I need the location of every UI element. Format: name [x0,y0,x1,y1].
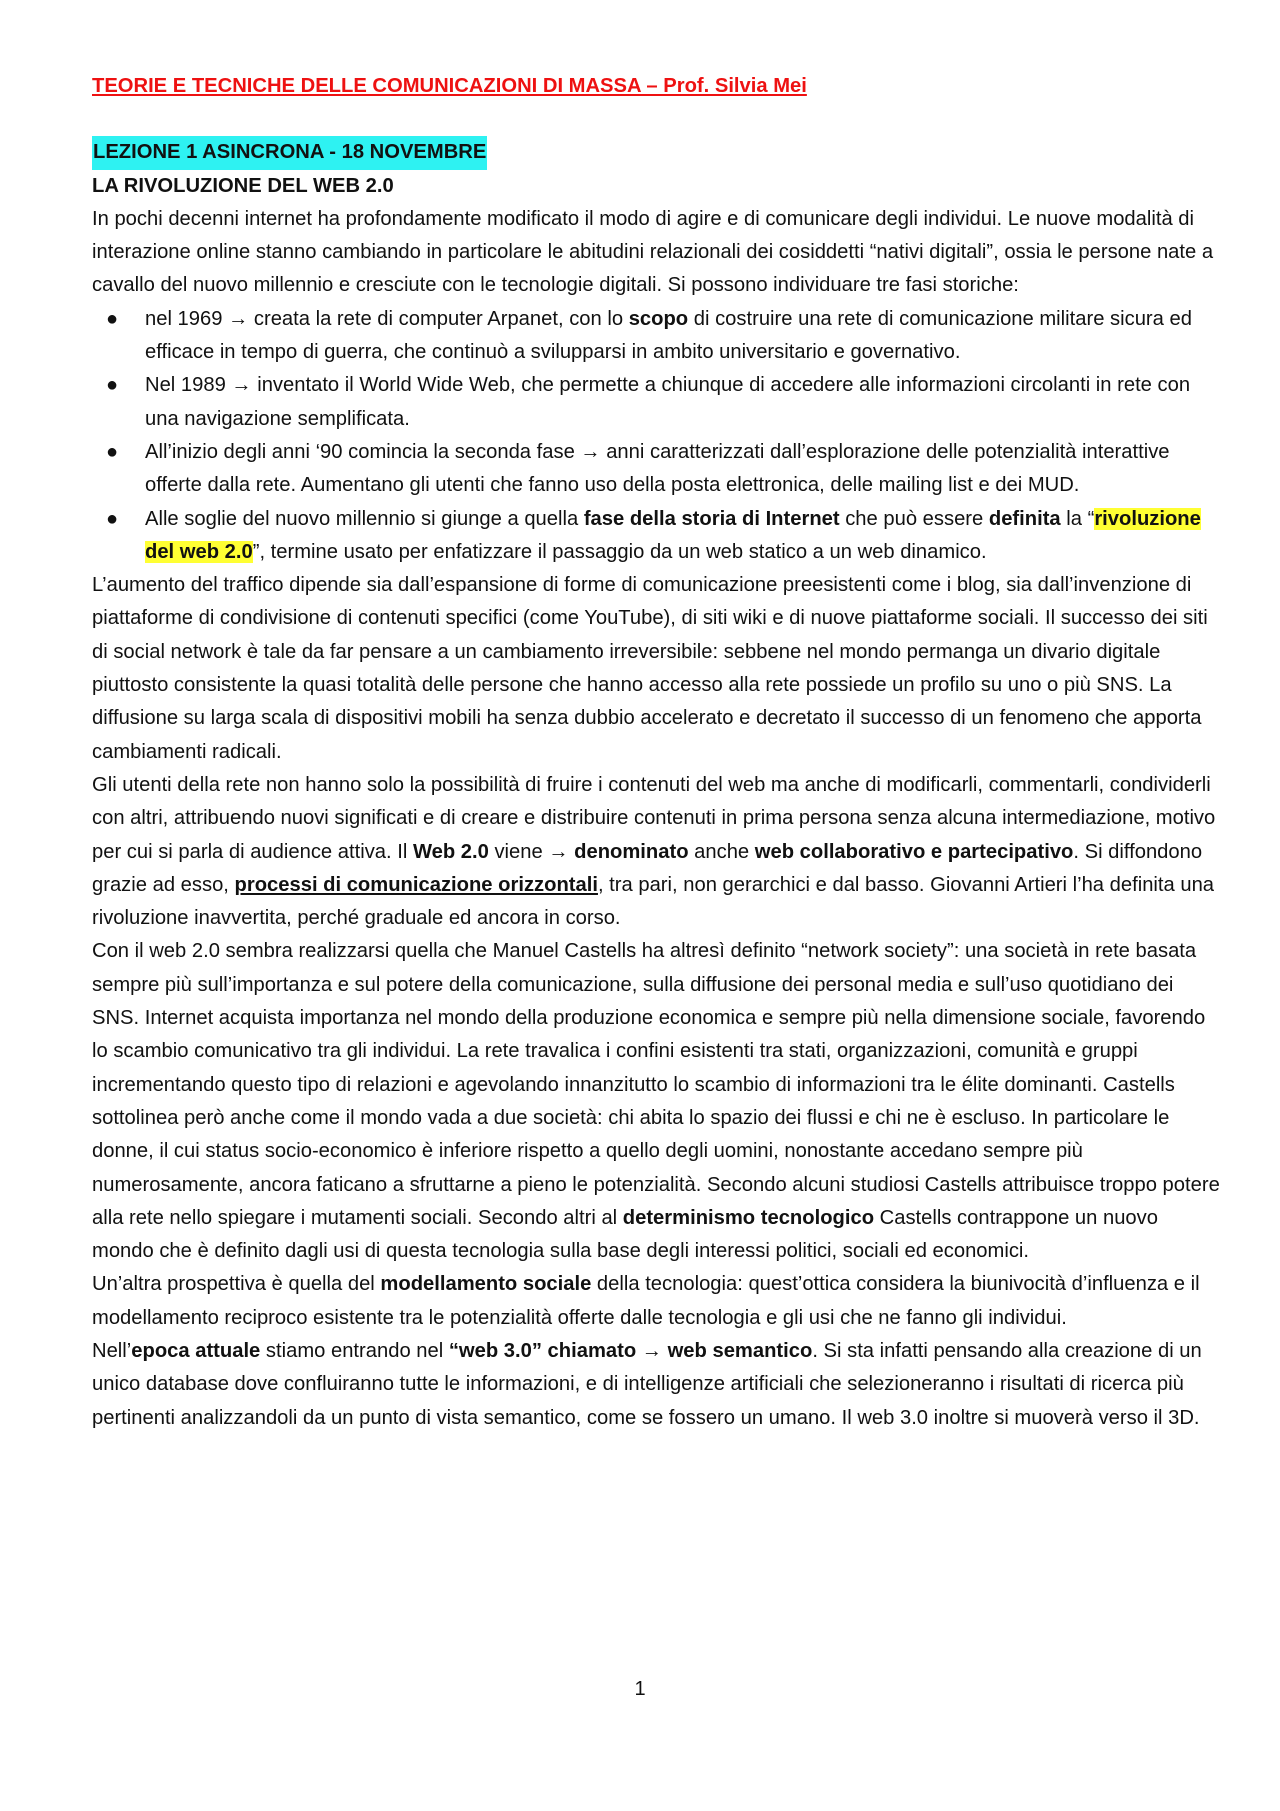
document-page [92,70,1222,1435]
section-heading: LA RIVOLUZIONE DEL WEB 2.0 [92,174,394,197]
modeling-paragraph: Un’altra prospettiva è quella del modellamento sociale della tecnologia: quest’ottica considera la biunivocità d’influenza e il modellamento reciproco esistente tra le potenzialità offerte dalle tecnologia e gli usi che ne fanno gli individui. [92,1273,1200,1329]
arrow-icon: → [548,840,569,863]
page-number: 1 [634,1678,646,1700]
lesson-label: LEZIONE 1 ASINCRONA - 18 NOVEMBRE [92,136,487,169]
list-item-90s: ● All’inizio degli anni ‘90 comincia la seconda fase → anni caratterizzati dall’esplorazione delle potenzialità interattive offerte dalla rete. Aumentano gli utenti che fanno uso della posta elettronica, delle mailing list e dei MUD. [92,436,1222,503]
list-item-web2: ● Alle soglie del nuovo millennio si giunge a quella fase della storia di Internet che può essere definita la “rivoluzione del web 2.0”, termine usato per enfatizzare il passaggio da un web statico a un web dinamico. [92,503,1222,570]
bullet-icon: ● [106,374,119,397]
lesson-line [92,136,1222,169]
castells-paragraph: Con il web 2.0 sembra realizzarsi quella che Manuel Castells ha altresì definito “network society”: una società in rete basata sempre più sull’importanza e sul potere della comunicazione, sulla diffusione dei personal media e sull’uso quotidiano dei SNS. Internet acquista importanza nel mondo della produzione economica e sempre più nella dimensione sociale, favorendo lo scambio comunicativo tra gli individui. La rete travalica i confini esistenti tra stati, organizzazioni, comunità e gruppi incrementando questo tipo di relazioni e agevolando innanzitutto lo scambio di informazioni tra le élite dominanti. Castells sottolinea però anche come il mondo vada a due società: chi abita lo spazio dei flussi e chi ne è escluso. In particolare le donne, il cui status socio-economico è inferiore rispetto a quello degli uomini, nonostante accedano sempre più numerosamente, ancora faticano a sfruttarne a pieno le potenzialità. Secondo alcuni studiosi Castells attribuisce troppo potere alla rete nello spiegare i mutamenti sociali. Secondo altri al determinismo tecnologico Castells contrappone un nuovo mondo che è definito dagli usi di questa tecnologia sulla base degli interessi politici, sociali ed economici. [92,940,1220,1263]
arrow-icon: → [231,374,252,397]
list-item-1969: ● nel 1969 → creata la rete di computer Arpanet, con lo scopo di costruire una rete di comunicazione militare sicura ed efficace in tempo di guerra, che continuò a svilupparsi in ambito universitario e governativo. [92,303,1222,370]
arrow-icon: → [228,307,249,330]
bullet-icon: ● [106,507,119,530]
web3-paragraph: Nell’epoca attuale stiamo entrando nel “web 3.0” chiamato → web semantico. Si sta infatti pensando alla creazione di un unico database dove confluiranno tutte le informazioni, e di intelligenze artificiali che selezioneranno i risultati di ricerca più pertinenti analizzandoli da un punto di vista semantico, come se fossero un umano. Il web 3.0 inoltre si muoverà verso il 3D. [92,1339,1202,1429]
arrow-icon: → [580,440,601,463]
traffic-paragraph: L’aumento del traffico dipende sia dall’espansione di forme di comunicazione preesistenti come i blog, sia dall’invenzione di piattaforme di condivisione di contenuti specifici (come YouTube), di siti wiki e di nuove piattaforme sociali. Il successo dei siti di social network è tale da far pensare a un cambiamento irreversibile: sebbene nel mondo permanga un divario digitale piuttosto consistente la quasi totalità delle persone che hanno accesso alla rete possiede un profilo su uno o più SNS. La diffusione su larga scala di dispositivi mobili ha senza dubbio accelerato e decretato il successo di un fenomeno che apporta cambiamenti radicali. [92,574,1208,763]
document-title: TEORIE E TECNICHE DELLE COMUNICAZIONI DI MASSA – Prof. Silvia Mei [92,75,807,97]
list-item-1989: ● Nel 1989 → inventato il World Wide Web, che permette a chiunque di accedere alle informazioni circolanti in rete con una navigazione semplificata. [92,369,1222,436]
bullet-icon: ● [106,440,119,463]
underlined-term: processi di comunicazione orizzontali [234,873,598,896]
intro-paragraph: In pochi decenni internet ha profondamente modificato il modo di agire e di comunicare degli individui. Le nuove modalità di interazione online stanno cambiando in particolare le abitudini relazionali dei cosiddetti “nativi digitali”, ossia le persone nate a cavallo del nuovo millennio e cresciute con le tecnologie digitali. Si possono individuare tre fasi storiche: [92,207,1214,297]
bullet-icon: ● [106,307,119,330]
users-paragraph: Gli utenti della rete non hanno solo la possibilità di fruire i contenuti del web ma anche di modificarli, commentarli, condividerli con altri, attribuendo nuovi significati e di creare e distribuire contenuti in prima persona senza alcuna intermediazione, motivo per cui si parla di audience attiva. Il Web 2.0 viene → denominato anche web collaborativo e partecipativo. Si diffondono grazie ad esso, processi di comunicazione orizzontali, tra pari, non gerarchici e dal basso. Giovanni Artieri l’ha definita una rivoluzione inavvertita, perché graduale ed ancora in corso. [92,773,1216,930]
history-phases-list [92,303,1222,569]
arrow-icon: → [641,1339,662,1362]
highlighted-term: rivoluzione del web 2.0 [145,507,1201,563]
